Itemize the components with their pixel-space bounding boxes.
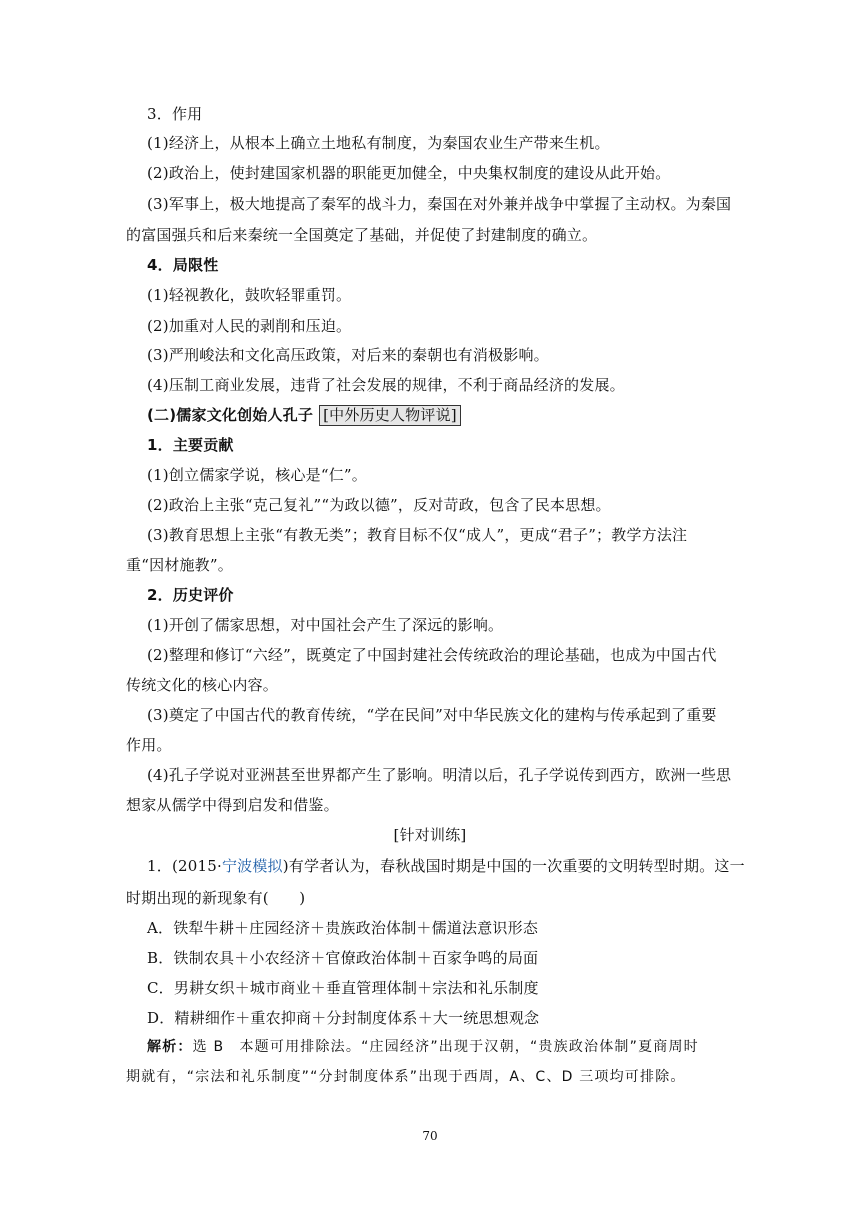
eval-item-3: (3)奠定了中国古代的教育传统，“学在民间”对中华民族文化的建构与传承起到了重要 bbox=[147, 706, 717, 724]
eval-item-2: (2)整理和修订“六经”，既奠定了中国封建社会传统政治的理论基础，也成为中国古代 bbox=[147, 646, 717, 664]
question-line-1 bbox=[147, 855, 745, 877]
confucius-title-text: (二)儒家文化创始人孔子 bbox=[147, 406, 314, 424]
effects-item-2: (2)政治上，使封建国家机器的职能更加健全，中央集权制度的建设从此开始。 bbox=[147, 164, 671, 182]
contrib-heading: 1．主要贡献 bbox=[147, 436, 234, 454]
contrib-item-3: (3)教育思想上主张“有教无类”；教育目标不仅“成人”，更成“君子”；教学方法注 bbox=[147, 526, 688, 544]
eval-item-2-cont: 传统文化的核心内容。 bbox=[126, 676, 279, 694]
question-line-2: 时期出现的新现象有( ) bbox=[126, 889, 306, 907]
option-b: B．铁制农具＋小农经济＋官僚政治体制＋百家争鸣的局面 bbox=[147, 949, 539, 967]
effects-item-1: (1)经济上，从根本上确立土地私有制度，为秦国农业生产带来生机。 bbox=[147, 134, 610, 152]
limits-item-3: (3)严刑峻法和文化高压政策，对后来的秦朝也有消极影响。 bbox=[147, 346, 549, 364]
option-a: A．铁犁牛耕＋庄园经济＋贵族政治体制＋儒道法意识形态 bbox=[147, 919, 539, 937]
effects-item-3-cont: 的富国强兵和后来秦统一全国奠定了基础，并促使了封建制度的确立。 bbox=[126, 226, 598, 244]
eval-item-1: (1)开创了儒家思想，对中国社会产生了深远的影响。 bbox=[147, 616, 504, 634]
contrib-item-3-cont: 重“因材施教”。 bbox=[126, 556, 233, 574]
question-source: 宁波模拟 bbox=[221, 857, 283, 875]
option-d: D．精耕细作＋重农抑商＋分封制度体系＋大一统思想观念 bbox=[147, 1009, 540, 1027]
eval-item-4-cont: 想家从儒学中得到启发和借鉴。 bbox=[126, 796, 339, 814]
training-heading: [针对训练] bbox=[393, 826, 467, 844]
eval-item-3-cont: 作用。 bbox=[126, 736, 172, 754]
contrib-item-1: (1)创立儒家学说，核心是“仁”。 bbox=[147, 466, 367, 484]
answer-line-2: 期就有，“宗法和礼乐制度”“分封制度体系”出现于西周，A、C、D 三项均可排除。 bbox=[126, 1069, 686, 1085]
section-heading-effects: 3．作用 bbox=[147, 105, 203, 123]
answer-text-1: 选 B 本题可用排除法。“庄园经济”出现于汉朝，“贵族政治体制”夏商周时 bbox=[192, 1039, 699, 1055]
confucius-title bbox=[147, 404, 461, 426]
section-heading-limits: 4．局限性 bbox=[147, 256, 219, 274]
question-prefix: 1．(2015· bbox=[147, 857, 222, 875]
page-number: 70 bbox=[422, 1129, 438, 1143]
confucius-tag: [中外历史人物评说] bbox=[319, 405, 461, 426]
limits-item-2: (2)加重对人民的剥削和压迫。 bbox=[147, 317, 352, 335]
eval-heading: 2．历史评价 bbox=[147, 586, 234, 604]
option-c: C．男耕女织＋城市商业＋垂直管理体制＋宗法和礼乐制度 bbox=[147, 979, 539, 997]
answer-line-1 bbox=[147, 1036, 699, 1058]
limits-item-1: (1)轻视教化，鼓吹轻罪重罚。 bbox=[147, 286, 352, 304]
question-text: )有学者认为，春秋战国时期是中国的一次重要的文明转型时期。这一 bbox=[282, 857, 745, 875]
limits-item-4: (4)压制工商业发展，违背了社会发展的规律，不利于商品经济的发展。 bbox=[147, 376, 625, 394]
answer-label: 解析： bbox=[147, 1039, 193, 1055]
effects-item-3: (3)军事上，极大地提高了秦军的战斗力，秦国在对外兼并战争中掌握了主动权。为秦国 bbox=[147, 195, 732, 213]
eval-item-4: (4)孔子学说对亚洲甚至世界都产生了影响。明清以后，孔子学说传到西方，欧洲一些思 bbox=[147, 766, 732, 784]
contrib-item-2: (2)政治上主张“克己复礼”“为政以德”，反对苛政，包含了民本思想。 bbox=[147, 496, 611, 514]
